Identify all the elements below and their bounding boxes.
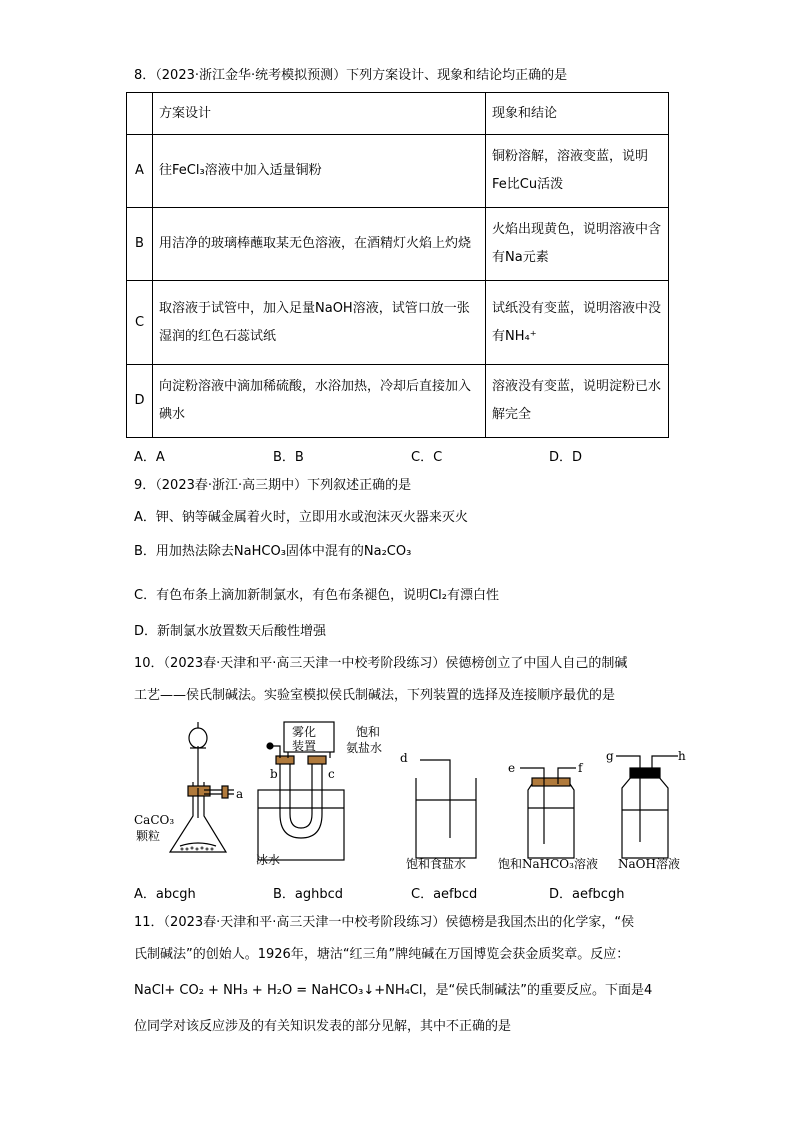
q11-stem-line4: 位同学对该反应涉及的有关知识发表的部分见解，其中不正确的是 <box>134 1019 512 1034</box>
row-design: 往FeCl₃溶液中加入适量铜粉 <box>153 135 486 208</box>
q10-option-d[interactable]: D．aefbcgh <box>549 887 625 902</box>
q8-option-b[interactable]: B．B <box>273 450 304 465</box>
row-design: 向淀粉溶液中滴加稀硫酸，水浴加热，冷却后直接加入碘水 <box>153 365 486 438</box>
q8-option-a[interactable]: A．A <box>134 450 165 465</box>
table-row <box>127 365 669 438</box>
q9-option-a[interactable]: A．钾、钠等碱金属着火时，立即用水或泡沫灭火器来灭火 <box>134 510 468 525</box>
apparatus-figure <box>130 718 690 870</box>
row-result: 铜粉溶解，溶液变蓝，说明Fe比Cu活泼 <box>486 135 669 208</box>
naoh-bottle-apparatus <box>616 756 678 858</box>
label-brine-line2: 氨盐水 <box>346 741 383 755</box>
q8-option-d[interactable]: D．D <box>549 450 583 465</box>
wash-bottle-apparatus <box>520 768 576 858</box>
label-port-e: e <box>508 761 516 775</box>
flask-apparatus <box>170 722 234 852</box>
label-port-a: a <box>236 787 244 801</box>
q10-option-b[interactable]: B．aghbcd <box>273 887 344 902</box>
table-header-row <box>127 93 669 135</box>
label-nahco3: 饱和NaHCO₃溶液 <box>498 857 598 870</box>
label-brine-line1: 饱和 <box>356 725 381 739</box>
table-header-result: 现象和结论 <box>486 93 669 135</box>
table-row <box>127 281 669 365</box>
label-caco3: CaCO₃ <box>134 813 175 827</box>
label-atomizer-line1: 雾化 <box>292 725 317 739</box>
q11-stem-line3: NaCl+ CO₂ + NH₃ + H₂O = NaHCO₃↓+NH₄Cl，是“侯氏制碱法”的重要反应。下面是4 <box>134 983 653 998</box>
beaker-apparatus <box>416 760 476 858</box>
label-granules: 颗粒 <box>136 829 161 843</box>
label-port-f: f <box>578 761 583 775</box>
q9-option-b[interactable]: B．用加热法除去NaHCO₃固体中混有的Na₂CO₃ <box>134 544 412 559</box>
q10-option-a[interactable]: A．abcgh <box>134 887 196 902</box>
q9-stem: 9．（2023春·浙江·高三期中）下列叙述正确的是 <box>134 478 412 493</box>
q10-option-c[interactable]: C．aefbcd <box>411 887 478 902</box>
q10-stem-line1: 10．（2023春·天津和平·高三天津一中校考阶段练习）侯德榜创立了中国人自己的制碱 <box>134 656 628 671</box>
label-atomizer-line2: 装置 <box>292 739 317 753</box>
label-saturated-salt: 饱和食盐水 <box>406 857 467 870</box>
table-row <box>127 135 669 208</box>
label-port-c: c <box>328 767 335 781</box>
table-header-design: 方案设计 <box>153 93 486 135</box>
q11-stem-line2: 氏制碱法”的创始人。1926年，塘沽“红三角”牌纯碱在万国博览会获金质奖章。反应： <box>134 947 630 962</box>
row-result: 试纸没有变蓝，说明溶液中没有NH₄⁺ <box>486 281 669 365</box>
table-row <box>127 208 669 281</box>
row-result: 火焰出现黄色，说明溶液中含有Na元素 <box>486 208 669 281</box>
row-label: B <box>127 208 153 281</box>
q8-stem: 8．（2023·浙江金华·统考模拟预测）下列方案设计、现象和结论均正确的是 <box>134 68 568 83</box>
label-port-h: h <box>678 749 686 763</box>
row-label: C <box>127 281 153 365</box>
q9-option-d[interactable]: D．新制氯水放置数天后酸性增强 <box>134 624 327 639</box>
label-port-d: d <box>400 751 408 765</box>
label-naoh: NaOH溶液 <box>618 857 680 870</box>
row-result: 溶液没有变蓝，说明淀粉已水解完全 <box>486 365 669 438</box>
row-label: A <box>127 135 153 208</box>
q8-table <box>126 92 669 438</box>
row-label: D <box>127 365 153 438</box>
q8-option-c[interactable]: C．C <box>411 450 443 465</box>
row-design: 取溶液于试管中，加入足量NaOH溶液，试管口放一张湿润的红色石蕊试纸 <box>153 281 486 365</box>
label-port-b: b <box>270 767 278 781</box>
row-design: 用洁净的玻璃棒蘸取某无色溶液，在酒精灯火焰上灼烧 <box>153 208 486 281</box>
label-ice-water: 冰水 <box>256 853 281 867</box>
table-header-empty <box>127 93 153 135</box>
label-port-g: g <box>606 749 614 763</box>
q11-stem-line1: 11．（2023春·天津和平·高三天津一中校考阶段练习）侯德榜是我国杰出的化学家，“侯 <box>134 915 635 930</box>
q9-option-c[interactable]: C．有色布条上滴加新制氯水，有色布条褪色，说明Cl₂有漂白性 <box>134 588 499 603</box>
q10-stem-line2: 工艺——侯氏制碱法。实验室模拟侯氏制碱法，下列装置的选择及连接顺序最优的是 <box>134 688 616 703</box>
